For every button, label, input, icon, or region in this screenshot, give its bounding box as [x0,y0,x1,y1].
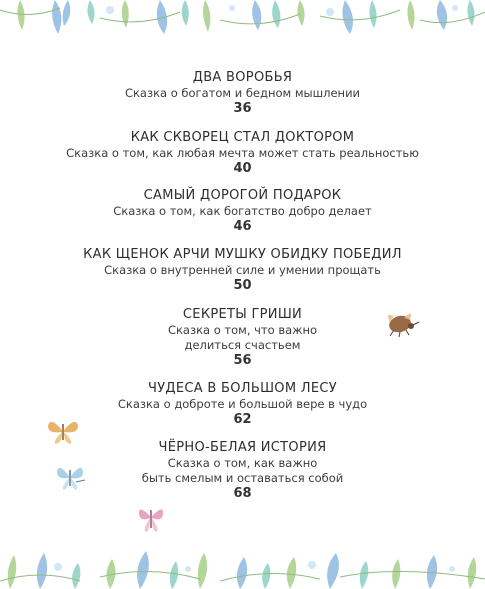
toc-entry [0,188,485,235]
entry-page-number: 40 [233,161,252,176]
entry-title: КАК ЩЕНОК АРЧИ МУШКУ ОБИДКУ ПОБЕДИЛ [83,247,402,262]
entry-subtitle: Сказка о доброте и большой вере в чудо [117,397,368,411]
entry-subtitle: Сказка о том, как любая мечта может стать реальностью [66,146,419,160]
butterfly-orange-icon [46,414,80,448]
floral-border-top [0,0,485,38]
entry-page-number: 62 [233,412,252,427]
entry-page-number: 68 [233,486,252,501]
entry-subtitle: делиться счастьем [184,338,301,352]
floral-border-bottom [0,547,485,589]
beetle-icon [380,308,420,338]
entry-title: САМЫЙ ДОРОГОЙ ПОДАРОК [143,188,342,203]
entry-title: ДВА ВОРОБЬЯ [192,70,293,85]
entry-page-number: 56 [233,353,252,368]
entry-title: КАК СКВОРЕЦ СТАЛ ДОКТОРОМ [130,130,355,145]
entry-title: ЧУДЕСА В БОЛЬШОМ ЛЕСУ [148,381,337,396]
entry-subtitle: быть смелым и оставаться собой [141,471,344,485]
entry-page-number: 50 [233,278,252,293]
entry-subtitle: Сказка о богатом и бедном мышлении [124,86,361,100]
entry-subtitle: Сказка о внутренней силе и умении прощать [104,263,381,277]
toc-entry [0,70,485,117]
entry-page-number: 36 [233,101,252,116]
entry-subtitle: Сказка о том, что важно [167,323,318,337]
entry-title: ЧЁРНО-БЕЛАЯ ИСТОРИЯ [158,440,327,455]
entry-subtitle: Сказка о том, как важно [167,456,318,470]
butterfly-blue-icon [54,462,86,492]
toc-entry [0,247,485,294]
entry-subtitle: Сказка о том, как богатство добро делает [113,204,372,218]
entry-page-number: 46 [233,219,252,234]
butterfly-pink-icon [136,500,166,534]
entry-title: СЕКРЕТЫ ГРИШИ [182,307,303,322]
toc-entry [0,130,485,177]
